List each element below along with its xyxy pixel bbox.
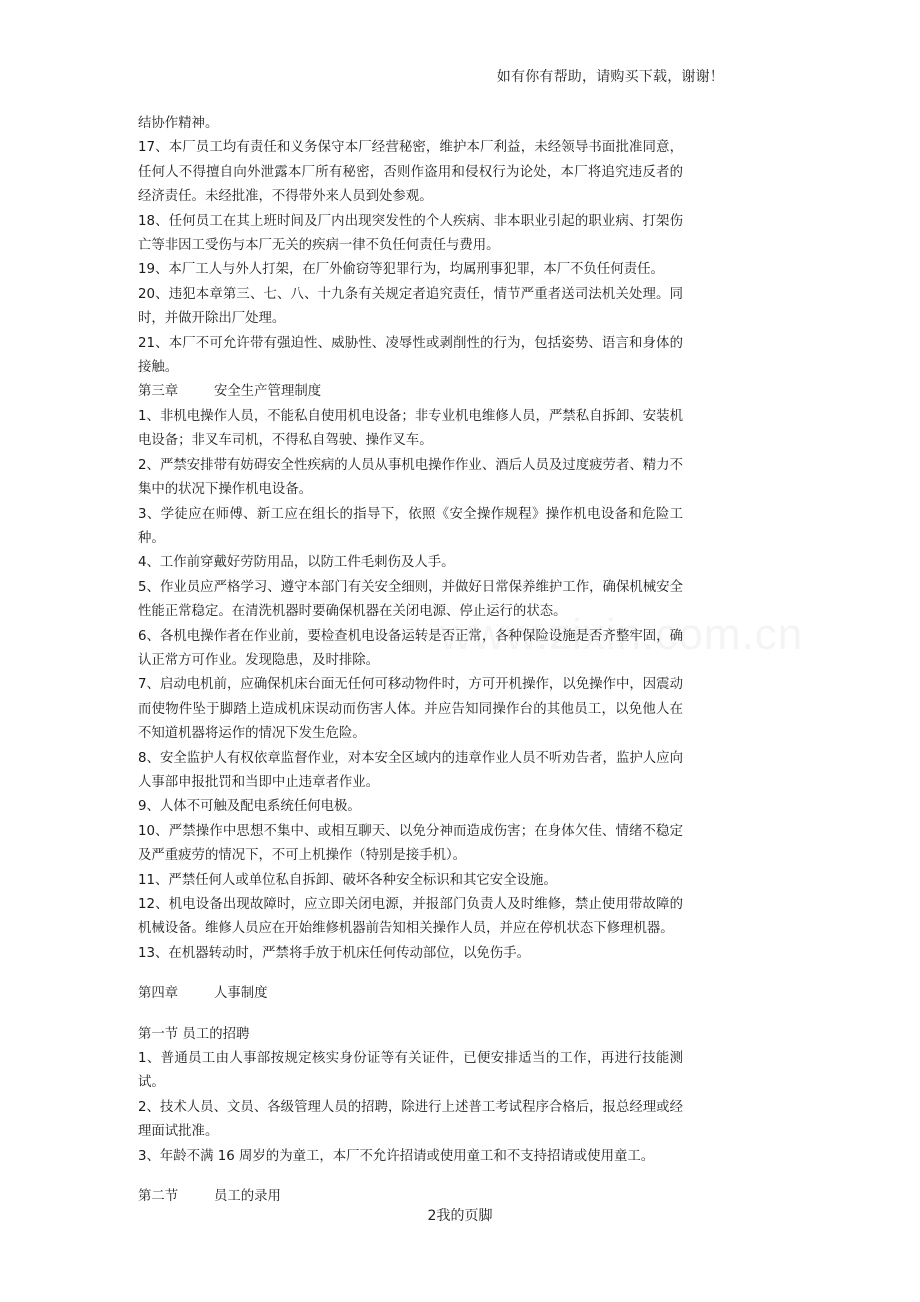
safety-rule-2: 2、严禁安排带有妨碍安全性疾病的人员从事机电操作作业、酒后人员及过度疲劳者、精力不集中的状况下操作机电设备。 xyxy=(138,457,683,498)
section-2-number: 第二节 xyxy=(138,1189,179,1205)
rule-19: 19、本厂工人与外人打架，在厂外偷窃等犯罪行为，均属刑事犯罪，本厂不负任何责任。 xyxy=(138,262,664,278)
safety-rule-10: 10、严禁操作中思想不集中、或相互聊天、以免分神而造成伤害；在身体欠佳、情绪不稳定及严重疲劳的情况下，不可上机操作（特别是接手机）。 xyxy=(138,823,683,864)
safety-rule-1: 1、非机电操作人员，不能私自使用机电设备；非专业机电维修人员，严禁私自拆卸、安装机电设备；非叉车司机，不得私自驾驶、操作叉车。 xyxy=(138,408,683,449)
section-2-title: 员工的录用 xyxy=(214,1189,281,1205)
header-note: 如有你有帮助，请购买下载，谢谢！ xyxy=(496,69,724,85)
chapter-3-title: 安全生产管理制度 xyxy=(214,384,322,400)
rule-20: 20、违犯本章第三、七、八、十九条有关规定者追究责任，情节严重者送司法机关处理。同时，并做开除出厂处理。 xyxy=(138,286,683,327)
rule-17: 17、本厂员工均有责任和义务保守本厂经营秘密，维护本厂利益，未经领导书面批准同意，任何人不得擅自向外泄露本厂所有秘密，否则作盗用和侵权行为论处，本厂将追究违反者的经济责任。未经批准，不得带外来人员到处参观。 xyxy=(138,140,683,205)
section-1-heading: 第一节 员工的招聘 xyxy=(138,1026,250,1042)
spacer xyxy=(138,1007,683,1023)
hiring-rule-2: 2、技术人员、文员、各级管理人员的招聘，除进行上述普工考试程序合格后，报总经理或经理面试批准。 xyxy=(138,1099,683,1140)
rule-18: 18、任何员工在其上班时间及厂内出现突发性的个人疾病、非本职业引起的职业病、打架伤亡等非因工受伤与本厂无关的疾病一律不负任何责任与费用。 xyxy=(138,213,683,254)
chapter-4-title: 人事制度 xyxy=(214,986,268,1002)
safety-rule-8: 8、安全监护人有权依章监督作业，对本安全区域内的违章作业人员不听劝告者，监护人应向人事部申报批罚和当即中止违章者作业。 xyxy=(138,750,683,790)
spacer xyxy=(138,966,683,982)
chapter-4-heading xyxy=(138,982,683,1006)
chapter-3-heading xyxy=(138,380,683,404)
hiring-rule-1: 1、普通员工由人事部按规定核实身份证等有关证件，已便安排适当的工作，再进行技能测试。 xyxy=(138,1051,683,1091)
hiring-rule-3: 3、年龄不满 16 周岁的为童工，本厂不允许招请或使用童工和不支持招请或使用童工。 xyxy=(138,1148,655,1164)
chapter-4-number: 第四章 xyxy=(138,986,179,1002)
safety-rule-4: 4、工作前穿戴好劳防用品，以防工件毛刺伤及人手。 xyxy=(138,555,455,571)
rule-21: 21、本厂不可允许带有强迫性、威胁性、凌辱性或剥削性的行为，包括姿势、语言和身体的接触。 xyxy=(138,335,683,376)
document-body xyxy=(138,112,683,1209)
safety-rule-13: 13、在机器转动时，严禁将手放于机床任何传动部位，以免伤手。 xyxy=(138,945,530,961)
safety-rule-6: 6、各机电操作者在作业前，要检查机电设备运转是否正常，各种保险设施是否齐整牢固，确认正常方可作业。发现隐患，及时排除。 xyxy=(138,628,683,668)
safety-rule-11: 11、严禁任何人或单位私自拆卸、破坏各种安全标识和其它安全设施。 xyxy=(138,872,557,888)
spacer xyxy=(138,1169,683,1185)
paragraph-intro: 结协作精神。 xyxy=(138,116,219,131)
safety-rule-3: 3、学徒应在师傅、新工应在组长的指导下，依照《安全操作规程》操作机电设备和危险工种。 xyxy=(138,506,683,546)
chapter-3-number: 第三章 xyxy=(138,384,179,400)
page-footer: 2我的页脚 xyxy=(427,1208,493,1224)
safety-rule-12: 12、机电设备出现故障时，应立即关闭电源，并报部门负责人及时维修，禁止使用带故障的机械设备。维修人员应在开始维修机器前告知相关操作人员，并应在停机状态下修理机器。 xyxy=(138,897,683,937)
safety-rule-9: 9、人体不可触及配电系统任何电极。 xyxy=(138,799,361,815)
safety-rule-7: 7、启动电机前，应确保机床台面无任何可移动物件时，方可开机操作，以免操作中，因震动而使物件坠于脚踏上造成机床误动而伤害人体。并应告知同操作台的其他员工，以免他人在不知道机器将运作的情况下发生危险。 xyxy=(138,677,683,742)
safety-rule-5: 5、作业员应严格学习、遵守本部门有关安全细则，并做好日常保养维护工作，确保机械安全性能正常稳定。在清洗机器时要确保机器在关闭电源、停止运行的状态。 xyxy=(138,579,683,620)
